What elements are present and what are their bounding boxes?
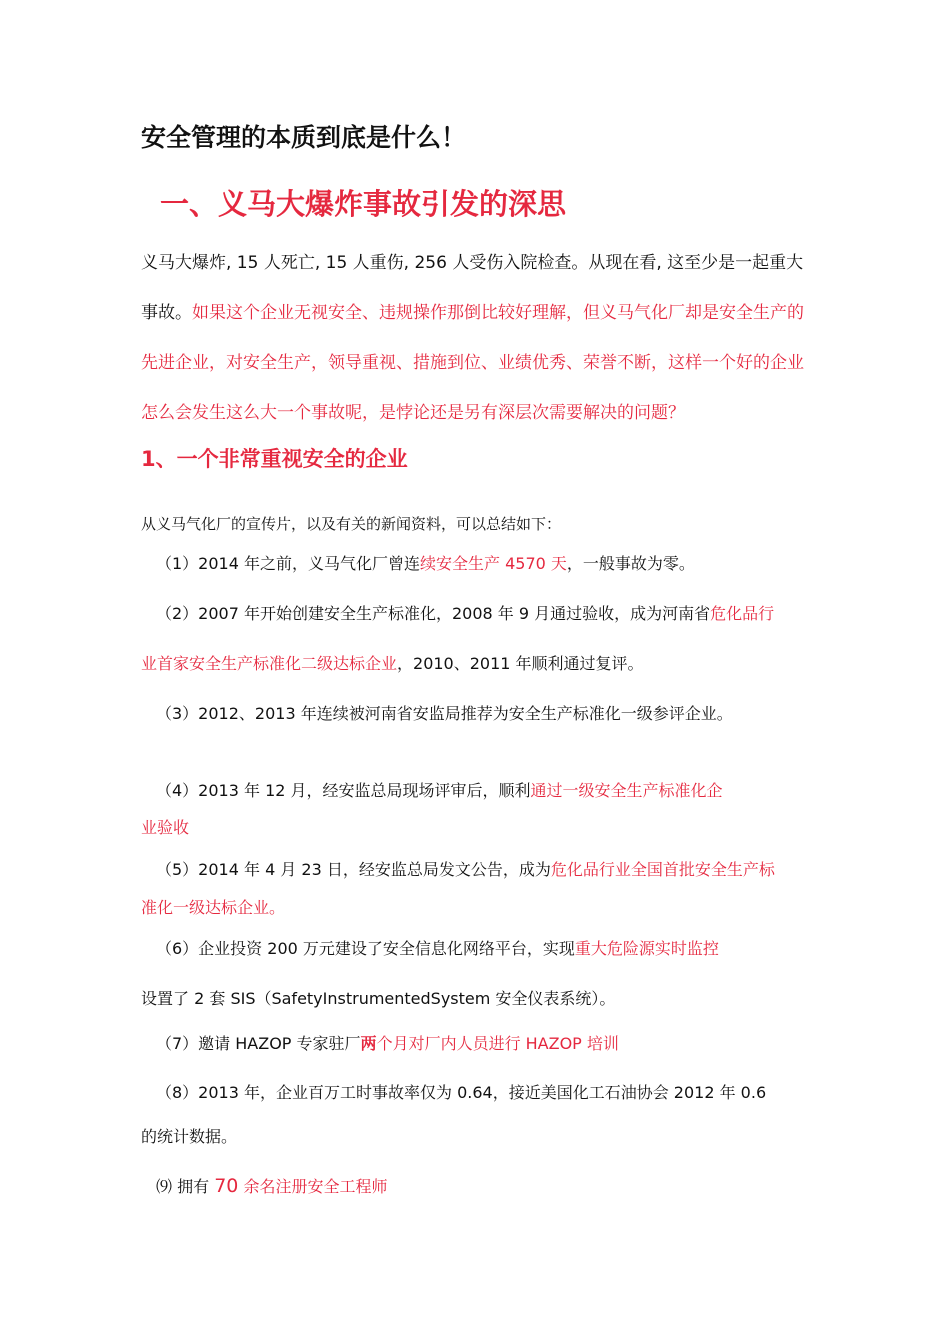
highlight: 通过一级安全生产标准化企 <box>530 781 723 800</box>
highlight: 两 <box>360 1034 377 1053</box>
list-item-6-cont: 设置了 2 套 SIS（SafetyInstrumentedSystem 安全仪表系统）。 <box>141 989 616 1008</box>
list-item-2: （2）2007 年开始创建安全生产标准化，2008 年 9 月通过验收，成为河南省危化品行 <box>156 604 775 623</box>
list-item-2-cont: 业首家安全生产标准化二级达标企业，2010、2011 年顺利通过复评。 <box>141 654 644 673</box>
lead-paragraph: 从义马气化厂的宣传片，以及有关的新闻资料，可以总结如下： <box>141 515 562 533</box>
highlight: 业首家安全生产标准化二级达标企业 <box>141 654 398 673</box>
highlight: 余名注册安全工程师 <box>238 1177 388 1196</box>
sub-heading: 1、一个非常重视安全的企业 <box>141 447 408 471</box>
highlight: 危化品行 <box>710 604 775 623</box>
list-item-4: （4）2013 年 12 月，经安监总局现场评审后，顺利通过一级安全生产标准化企 <box>156 781 723 800</box>
list-item-8: （8）2013 年，企业百万工时事故率仅为 0.64，接近美国化工石油协会 2012 年 0.6 <box>156 1083 767 1102</box>
list-item-3: （3）2012、2013 年连续被河南省安监局推荐为安全生产标准化一级参评企业。 <box>156 704 733 723</box>
list-item-7: （7）邀请 HAZOP 专家驻厂两个月对厂内人员进行 HAZOP 培训 <box>156 1034 619 1053</box>
list-item-6: （6）企业投资 200 万元建设了安全信息化网络平台，实现重大危险源实时监控 <box>156 939 719 958</box>
list-item-8-cont: 的统计数据。 <box>141 1127 238 1146</box>
document-title: 安全管理的本质到底是什么！ <box>141 123 467 152</box>
intro-highlight: 如果这个企业无视安全、违规操作那倒比较好理解，但义马气化厂却是安全生产的先进企业，对安全生产，领导重视、措施到位、业绩优秀、荣誉不断，这样一个好的企业怎么会发生这么大一个事故呢，是悖论还是另有深层次需要解决的问题？ <box>141 303 804 423</box>
list-item-5-cont <box>141 889 813 927</box>
highlight: 业验收 <box>141 818 190 837</box>
intro-text: 义马大爆炸, 15 人死亡, 15 人重伤, 256 人受伤入院检查。从现在看, 这至少是一起重大事故。 <box>141 253 804 323</box>
highlight: 个月对厂内人员进行 HAZOP 培训 <box>376 1034 619 1053</box>
list-item-5: （5）2014 年 4 月 23 日，经安监总局发文公告，成为危化品行业全国首批安全生产标 <box>156 860 775 879</box>
list-item-1: （1）2014 年之前，义马气化厂曾连续安全生产 4570 天，一般事故为零。 <box>156 554 695 573</box>
section-heading: 一、义马大爆炸事故引发的深思 <box>160 187 567 221</box>
highlight: 危化品行业全国首批安全生产标 <box>550 860 775 879</box>
list-item-4-cont <box>141 809 813 847</box>
highlight: 续安全生产 4570 天 <box>420 554 567 573</box>
highlight: 准化一级达标企业。 <box>141 898 286 917</box>
intro-paragraph <box>141 238 813 438</box>
highlight: 70 <box>214 1175 239 1197</box>
list-item-9: ⑼ 拥有 70 余名注册安全工程师 <box>156 1175 388 1197</box>
highlight: 重大危险源实时监控 <box>574 939 719 958</box>
